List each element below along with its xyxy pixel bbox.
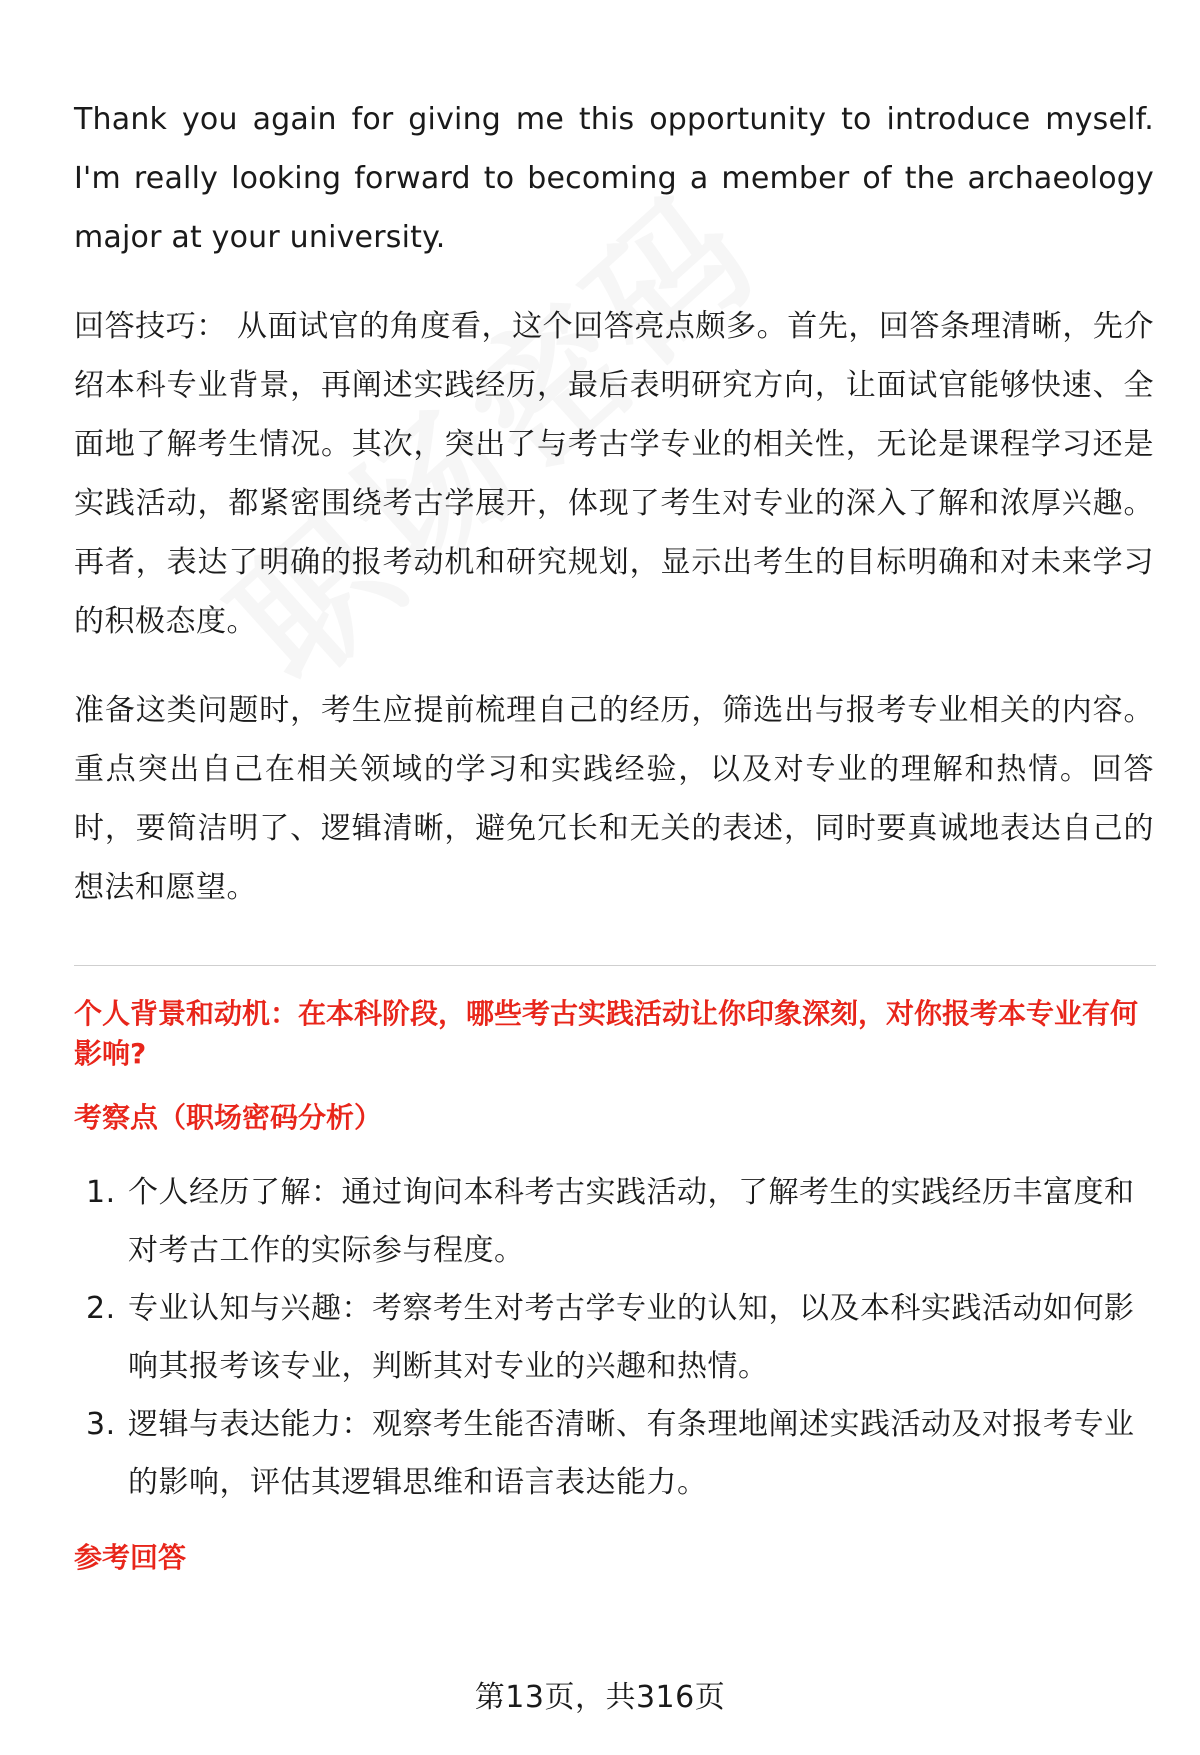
list-item-text: 专业认知与兴趣：考察考生对考古学专业的认知，以及本科实践活动如何影响其报考该专业，判断其对专业的兴趣和热情。 — [128, 1291, 1135, 1384]
page-number-footer: 第13页，共316页 — [474, 1680, 726, 1715]
closing-paragraph: Thank you again for giving me this opportunity to introduce myself. I'm really looking forward to becoming a member of the archaeology major at your university. — [74, 102, 1154, 255]
section-divider — [74, 965, 1156, 966]
preparation-paragraph: 准备这类问题时，考生应提前梳理自己的经历，筛选出与报考专业相关的内容。重点突出自己在相关领域的学习和实践经验，以及对专业的理解和热情。回答时，要简洁明了、逻辑清晰，避免冗长和无关的表述，同时要真诚地表达自己的想法和愿望。 — [74, 693, 1154, 905]
list-item-number: 2. — [86, 1291, 116, 1326]
list-item-number: 1. — [86, 1175, 116, 1210]
question-heading: 个人背景和动机：在本科阶段，哪些考古实践活动让你印象深刻，对你报考本专业有何影响? — [74, 997, 1139, 1070]
list-item-number: 3. — [86, 1407, 116, 1442]
answer-tips-paragraph: 回答技巧： 从面试官的角度看，这个回答亮点颇多。首先，回答条理清晰，先介绍本科专业背景，再阐述实践经历，最后表明研究方向，让面试官能够快速、全面地了解考生情况。其次，突出了与考古学专业的相关性，无论是课程学习还是实践活动，都紧密围绕考古学展开，体现了考生对专业的深入了解和浓厚兴趣。再者，表达了明确的报考动机和研究规划，显示出考生的目标明确和对未来学习的积极态度。 — [74, 309, 1154, 639]
list-item-text: 个人经历了解：通过询问本科考古实践活动，了解考生的实践经历丰富度和对考古工作的实际参与程度。 — [128, 1175, 1135, 1268]
list-item — [74, 1280, 1154, 1396]
reference-answer-heading: 参考回答 — [74, 1541, 187, 1574]
list-item-text: 逻辑与表达能力：观察考生能否清晰、有条理地阐述实践活动及对报考专业的影响，评估其逻辑思维和语言表达能力。 — [128, 1407, 1135, 1500]
list-item — [74, 1164, 1154, 1280]
assessment-points-list — [74, 1164, 1154, 1512]
assessment-points-heading: 考察点（职场密码分析） — [74, 1101, 383, 1134]
list-item — [74, 1396, 1154, 1512]
document-page — [74, 90, 1154, 1578]
